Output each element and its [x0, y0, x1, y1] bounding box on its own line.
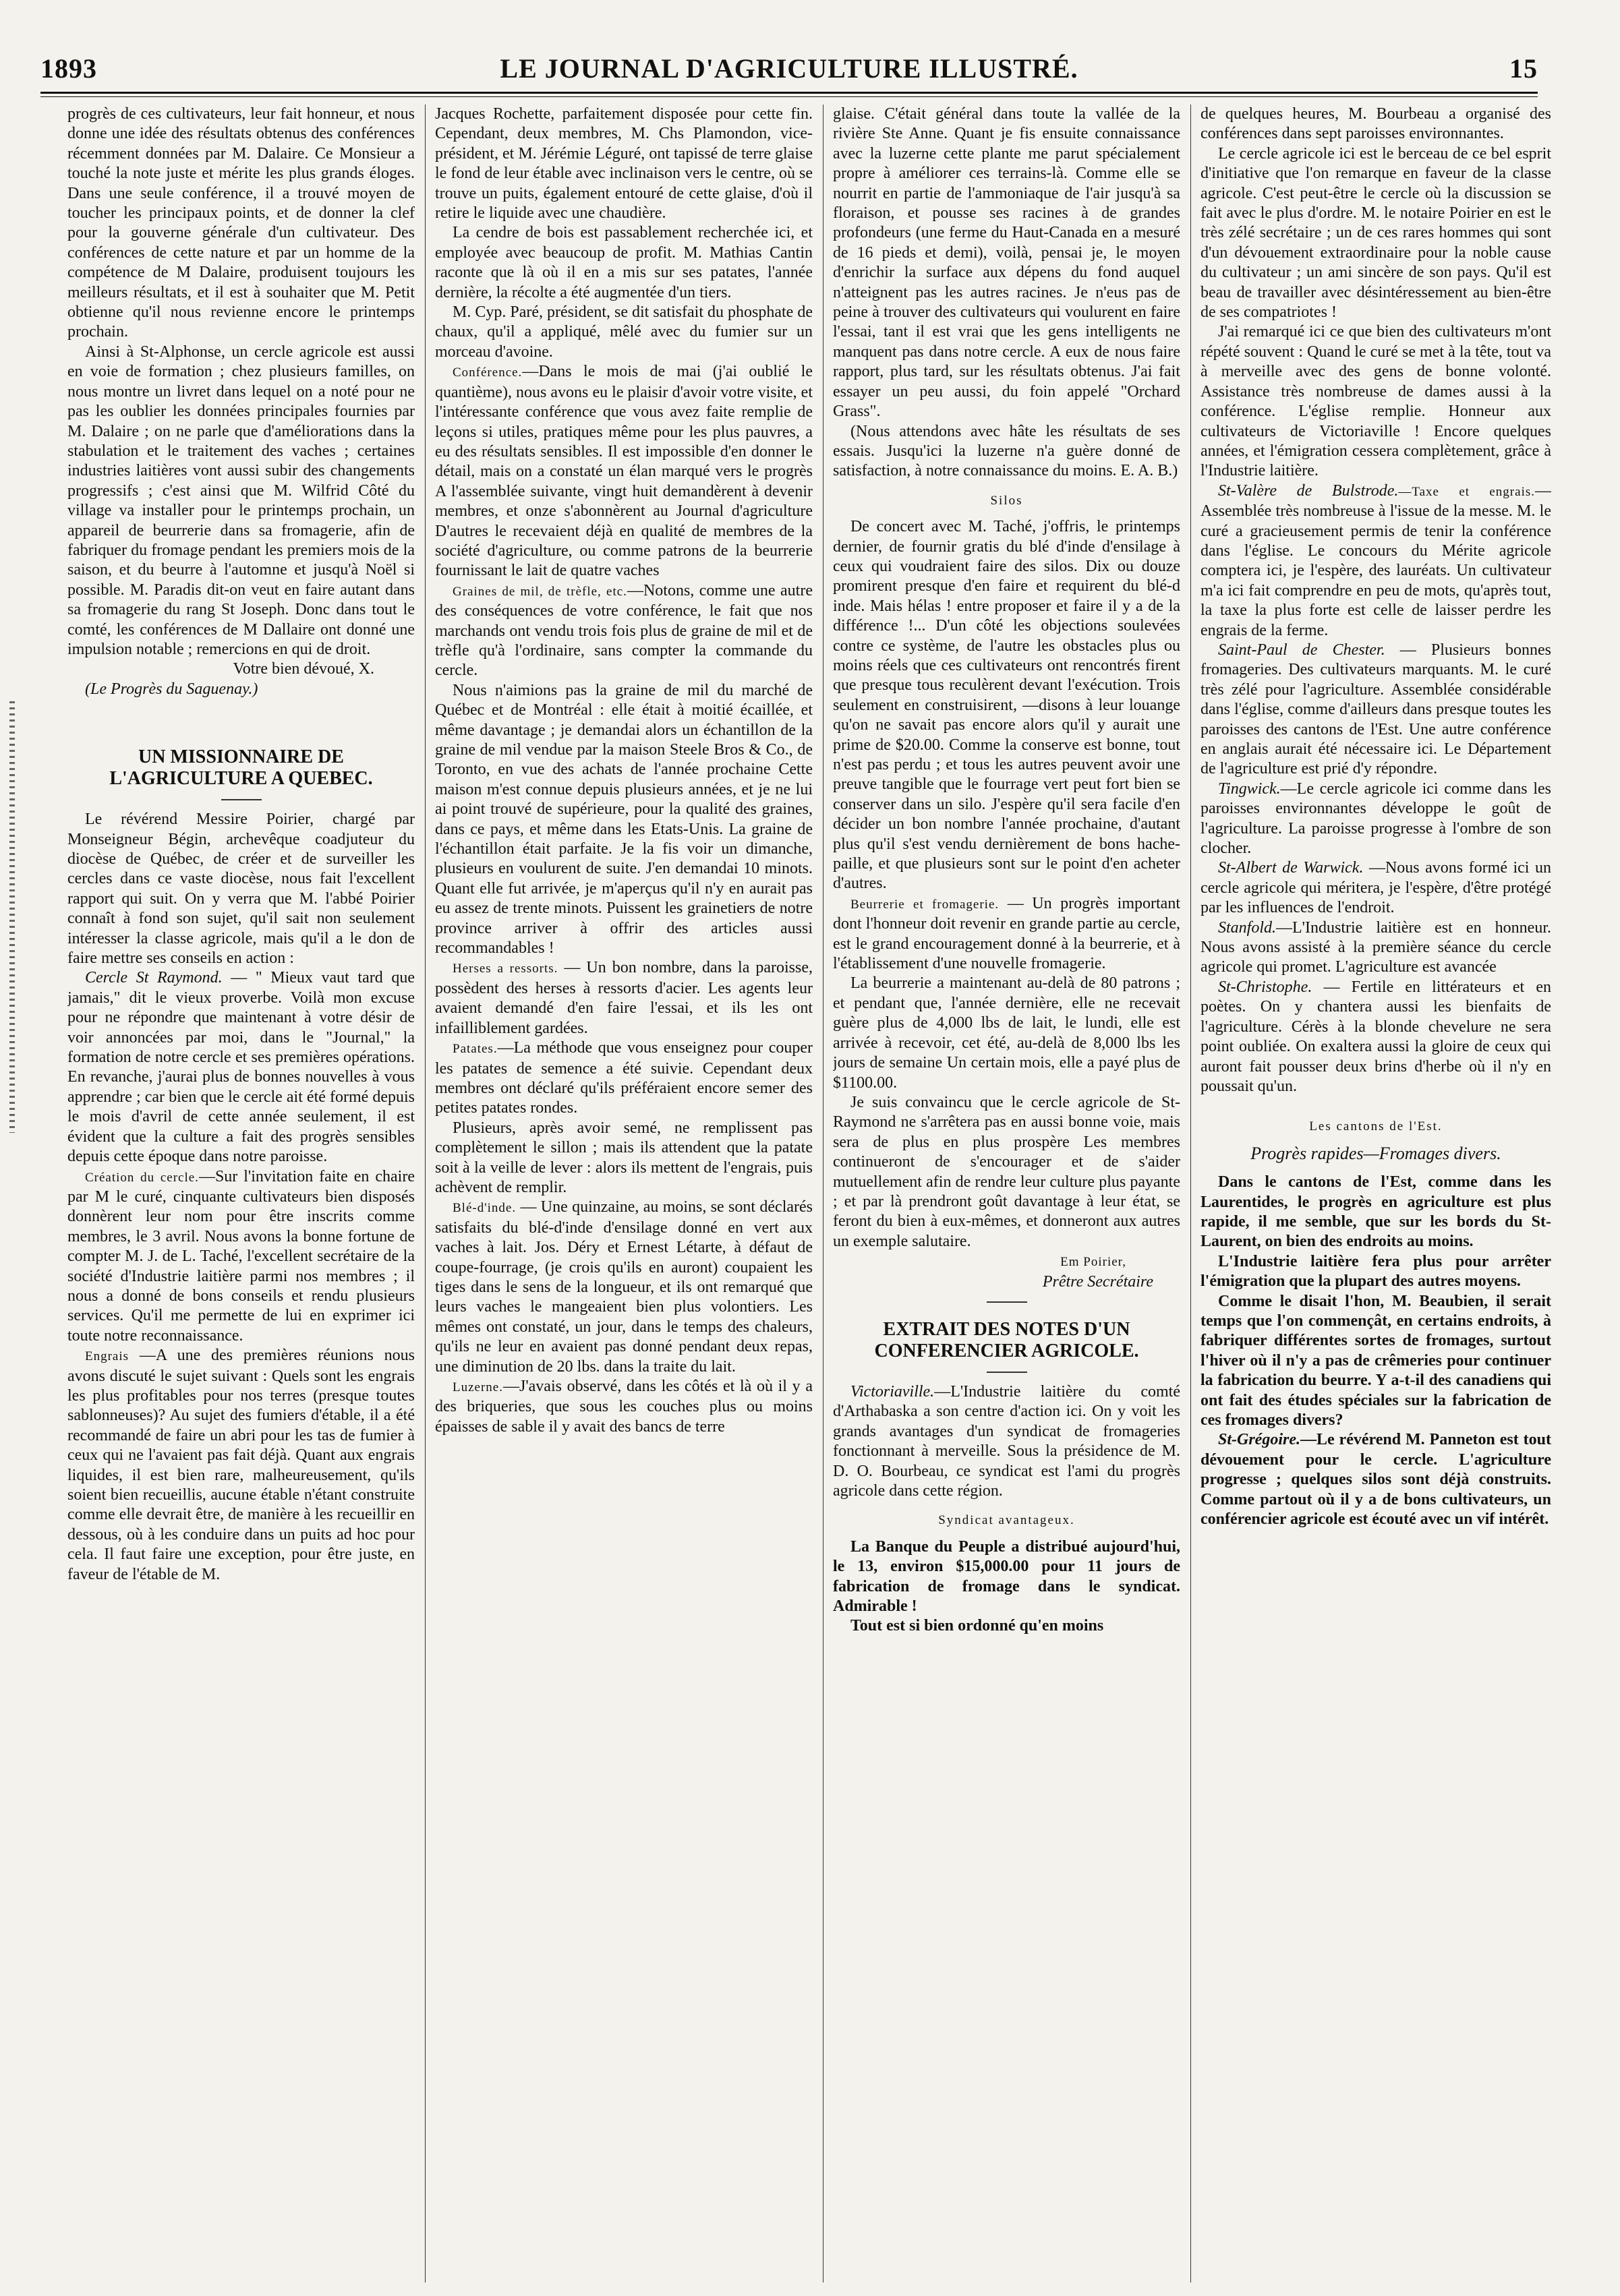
header-title: LE JOURNAL D'AGRICULTURE ILLUSTRÉ. — [500, 53, 1078, 84]
source-citation: (Le Progrès du Saguenay.) — [85, 680, 258, 698]
paragraph: De concert avec M. Taché, j'offris, le printemps dernier, de fournir gratis du blé d'inde d'ensilage à ceux qui voudraient faire des silos. Dix ou douze promirent presque d'en faire et requirent du blé-d inde. Mais hélas ! entre proposer et faire il y a de la différence !... D'un côté les objections soulevées contre ce système, de l'autre les obstacles plus ou moins réels que ces cultivateurs ont rencontrés firent que presque tous reculèrent devant l'exécution. Trois seulement en construisirent, —disons à leur louange qu'on ne savait pas encore alors qu'il y aurait une prime de $20.00. Comme la conserve est bonne, tout n'est pas perdu ; et tous les autres peuvent avoir une preuve tangible que le fourrage vert peut fort bien se conserver dans un silo. J'espère qu'il sera facile d'en décider un bon nombre l'année prochaine, d'autant plus qu'il s'est vendu dernièrement de bons hache-paille, et que plusieurs sont sur le point d'en acheter d'autres. — [833, 518, 1180, 893]
header-rule-thin — [40, 96, 1538, 97]
paragraph: glaise. C'était général dans toute la vallée de la rivière Ste Anne. Quant je fis ensuite connaissance avec la luzerne cette plante me parut spécialement propre à améliorer ces terrains-là. Comme elle se nourrit en partie de l'ammoniaque de l'air jusqu'à sa floraison, et pousse ses racines à de grandes profondeurs (une ferme du Haut-Canada en a mesuré de 16 pieds et demi), voilà, pensai je, le moyen d'enrichir la surface aux dépens du fond auquel n'atteignent pas les autres racines. Je n'eus pas de peine à trouver des cultivateurs qui voulurent en faire l'essai, tant il est vrai que les gens intelligents ne manquent pas dans notre cercle. A eux de nous faire rapport, plus tard, sur les résultats obtenus. J'ai fait essayer un peu aussi, du foin appelé "Orchard Grass". — [833, 105, 1180, 421]
paragraph: Conférence.—Dans le mois de mai (j'ai oublié le quantième), nous avons eu le plaisir d'avoir votre visite, et l'intéressante conférence que vous avez faite remplie de leçons si utiles, pratiques même pour les plus pauvres, a eu des résultats sensibles. Il est impossible d'en donner le détail, mais on a constaté un élan marqué vers le progrès A l'assemblée suivante, vingt huit demandèrent à devenir membres, et onze s'abonnèrent au Journal d'agriculture D'autres le recevaient déjà en qualité de membres de la société d'agriculture, ou comme patrons de la beurrerie fournissant le lait de quatre vaches — [435, 363, 813, 580]
paragraph: Dans le cantons de l'Est, comme dans les Laurentides, le progrès en agriculture est plus rapide, il me semble, que sur les bords du St-Laurent, on bien des endroits au moins. — [1200, 1173, 1551, 1251]
paragraph-label: Herses a ressorts. — [453, 962, 558, 976]
separator — [221, 799, 262, 800]
paragraph-label: Tingwick. — [1218, 779, 1281, 798]
paragraph: Tout est si bien ordonné qu'en moins — [850, 1617, 1104, 1635]
signature: Em Poirier, — [1060, 1255, 1126, 1270]
signature: Votre bien dévoué, X. — [233, 660, 374, 678]
header-page-number: 15 — [1509, 53, 1538, 84]
paragraph: Engrais —A une des premières réunions nous avons discuté le sujet suivant : Quels sont les engrais les plus profitables pour nos terres (presque toutes sablonneuses)? Au sujet des fumiers d'étable, il a été recommandé de faire un abri pour les tas de fumier à ceux qui ne l'avaient pas fait déjà. Quant aux engrais liquides, il est bien rare, malheureusement, qu'ils soient bien recueillis, aucune étable n'étant construite comme elle devrait être, de manière à les recueillir en dessous, où à les conduire dans un puits ad hoc pour cela. Il faut faire une exception, pour être juste, en faveur de l'étable de M. — [67, 1347, 415, 1583]
paragraph: Plusieurs, après avoir semé, ne remplissent pas complètement le sillon ; mais ils attendent que la patate soit à la veille de lever : alors ils mettent de l'engrais, puis achèvent de remplir. — [435, 1119, 813, 1196]
paragraph: Comme le disait l'hon, M. Beaubien, il serait temps que l'on commençât, en certains endroits, à fabriquer différentes sortes de fromages, surtout l'hiver où il n'y a pas de crêmeries pour continuer la fabrication du beurre. Y a-t-il des canadiens qui ont fait des études spéciales sur la fabrication de ces fromages divers? — [1200, 1292, 1551, 1429]
paragraph: Le cercle agricole ici est le berceau de ce bel esprit d'initiative que l'on remarque en faveur de la classe agricole. C'est peut-être le cercle où la discussion se fait avec le plus d'ordre. M. le notaire Poirier en est le très zélé secrétaire ; un de ces rares hommes qui sont d'un dévouement extraordinaire pour la noble cause du cultivateur ; un ami sincère de son pays. Qu'il est beau de travailler avec désintéressement au bien-être de ses compatriotes ! — [1200, 144, 1551, 322]
section-heading: Silos — [990, 493, 1023, 508]
paragraph-label: Conférence. — [453, 365, 523, 380]
section-heading: Les cantons de l'Est. — [1309, 1119, 1443, 1134]
paragraph-label: Graines de mil, de trèfle, etc. — [453, 584, 627, 599]
separator — [987, 1372, 1027, 1373]
column-4 — [1200, 105, 1551, 2279]
signature-title: Prêtre Secrétaire — [1042, 1272, 1153, 1291]
paragraph: St-Christophe. — Fertile en littérateurs et en poètes. On y chantera aussi les bienfaits de l'agriculture. Cérès à la blonde chevelure ne sera point oubliée. On exaltera aussi la gloire de ceux qui auront fait pousser deux brins d'herbe où il n'y en poussait qu'un. — [1200, 978, 1551, 1095]
column-1 — [67, 105, 415, 2279]
column-3 — [833, 105, 1180, 2279]
paragraph: Luzerne.—J'avais observé, dans les côtés et là où il y a des briqueries, que sous les couches plus ou moins épaisses de sable il y avait des bancs de terre — [435, 1378, 813, 1436]
paragraph: St-Grégoire.—Le révérend M. Panneton est tout dévouement pour le cercle. L'agriculture progresse ; quelques silos sont déjà construits. Comme partout où il y a de bons cultivateurs, un conférencier agricole est écouté avec un vif intérêt. — [1200, 1431, 1551, 1529]
paragraph-label: Engrais — [85, 1349, 129, 1364]
paragraph-label: Création du cercle. — [85, 1170, 199, 1185]
paragraph-label: Victoriaville. — [850, 1382, 935, 1401]
article-heading: UN MISSIONNAIRE DE L'AGRICULTURE A QUEBEC. — [109, 746, 373, 790]
paragraph: M. Cyp. Paré, président, se dit satisfait du phosphate de chaux, qu'il a appliqué, mêlé avec du fumier sur un morceau d'avoine. — [435, 303, 813, 361]
column-divider — [425, 105, 426, 2283]
paragraph-label: Luzerne. — [453, 1380, 503, 1394]
section-heading: Syndicat avantageux. — [938, 1513, 1075, 1528]
paragraph: La cendre de bois est passablement recherchée ici, et employée avec beaucoup de profit. M. Mathias Cantin raconte que là où il en a mis sur ses patates, l'année dernière, la récolte a été augmentée d'un tiers. — [435, 224, 813, 301]
paragraph: Je suis convaincu que le cercle agricole de St-Raymond ne s'arrêtera pas en aussi bonne voie, mais sera de plus en plus prospère Les membres continueront de s'encourager et de s'aider mutuellement afin de rendre leur culture plus payante ; et par là prendront goût davantage à leur état, se feront du bien à eux-mêmes, et donneront aux autres un exemple salutaire. — [833, 1093, 1180, 1250]
column-2 — [435, 105, 813, 2279]
paragraph: progrès de ces cultivateurs, leur fait honneur, et nous donne une idée des résultats obtenus des conférences récemment données par M. Dalaire. Ce Monsieur a touché la note juste et mérite les plus grands éloges. Dans une seule conférence, il a trouvé moyen de toucher les principaux points, et de donner la clef pour la gouverne générale d'un cultivateur. Des conférences de cette nature et par un homme de la compétence de M Dalaire, produisent toujours les meilleurs résultats, et il est à souhaiter que M. Petit obtienne qu'il nous revienne encore le printemps prochain. — [67, 105, 415, 341]
paragraph-label: Blé-d'inde. — [453, 1201, 517, 1216]
paragraph: Victoriaville.—L'Industrie laitière du comté d'Arthabaska a son centre d'action ici. On y voit les grands avantages d'un syndicat de fromageries fonctionnant à merveille. Sous la présidence de M. D. O. Bourbeau, ce syndicat est l'ami du progrès agricole dans cette région. — [833, 1382, 1180, 1500]
paragraph: Le révérend Messire Poirier, chargé par Monseigneur Bégin, archevêque coadjuteur du diocèse de Québec, de créer et de surveiller les cercles dans ce vaste diocèse, nous fait l'excellent rapport qui suit. On y verra que M. l'abbé Poirier connaît à fond son sujet, qu'il sait non seulement intéresser la classe agricole, mais qu'il a le don de faire mettre ses conseils en action : — [67, 811, 415, 968]
paragraph: Saint-Paul de Chester. — Plusieurs bonnes fromageries. Des cultivateurs marquants. M. le curé très zélé pour l'agriculture. Assemblée considérable dans l'église, comme d'ailleurs dans presque toutes les paroisses des cantons de l'Est. Une autre conférence en anglais aurait été nécessaire ici. Le Département de l'agriculture est prié d'y répondre. — [1200, 641, 1551, 778]
paragraph: Patates.—La méthode que vous enseignez pour couper les patates de semence a été suivie. Cependant deux membres ont déclaré qu'ils préféraient encore semer des petites patates rondes. — [435, 1039, 813, 1117]
paragraph-label: Beurrerie et fromagerie. — [850, 897, 1000, 912]
separator — [987, 1301, 1027, 1303]
paragraph-label: Patates. — [453, 1042, 498, 1057]
article-heading: EXTRAIT DES NOTES D'UN CONFERENCIER AGRICOLE. — [874, 1318, 1139, 1361]
paragraph: La beurrerie a maintenant au-delà de 80 patrons ; et pendant que, l'année dernière, elle ne recevait guère plus de 4,000 lbs de lait, le lundi, elle est arrivée à recevoir, cet été, au-delà de 8,000 lbs les jours de semaine Un certain mois, elle a payé plus de $1100.00. — [833, 974, 1180, 1092]
paragraph-label: St-Albert de Warwick. — [1218, 859, 1364, 877]
paragraph-label: Saint-Paul de Chester. — [1218, 641, 1385, 659]
binding-edge — [9, 701, 15, 1133]
header-rule — [40, 92, 1538, 94]
paragraph: Graines de mil, de trèfle, etc.—Notons, comme une autre des conséquences de votre conférence, le fait que nos marchands ont vendu trois fois plus de graine de mil et de trèfle qu'à l'ordinaire, sans compter la commande du cercle. — [435, 581, 813, 680]
paragraph: Tingwick.—Le cercle agricole ici comme dans les paroisses environnantes développe le goût de l'agriculture. La paroisse progresse à l'ombre de son clocher. — [1200, 779, 1551, 858]
paragraph: St-Albert de Warwick. —Nous avons formé ici un cercle agricole qui méritera, je l'espère, d'être protégé par les influences de l'endroit. — [1200, 859, 1551, 917]
paragraph: Stanfold.—L'Industrie laitière est en honneur. Nous avons assisté à la première séance du cercle agricole qui promet. L'agriculture est avancée — [1200, 918, 1551, 976]
paragraph: Cercle St Raymond. — " Mieux vaut tard que jamais," dit le vieux proverbe. Voilà mon excuse pour ne répondre que maintenant à votre désir de voir annoncées par moi, dans le "Journal," la formation de notre cercle et ses premières opérations. En revanche, j'aurai plus de bonnes nouvelles à vous apprendre ; car bien que le cercle ait été formé depuis le mois d'avril de cette année seulement, il est évident que la culture a fait des progrès sensibles depuis cette époque dans notre paroisse. — [67, 969, 415, 1166]
paragraph: Création du cercle.—Sur l'invitation faite en chaire par M le curé, cinquante cultivateurs bien disposés donnèrent leur nom pour être inscrits comme membres, le 3 avril. Nous avons la bonne fortune de compter M. J. de L. Taché, l'excellent secrétaire de la société d'Industrie laitière parmi nos membres ; il nous a donné de bons conseils et rendu plusieurs services. Qu'il me permette de lui en exprimer ici toute notre reconnaissance. — [67, 1167, 415, 1345]
paragraph: St-Valère de Bulstrode.—Taxe et engrais.—Assemblée très nombreuse à l'issue de la messe. M. le curé a gracieusement permis de tenir la conférence dans l'église. Le concours du Mérite agricole comptera ici, je l'espère, des lauréats. Un cultivateur m'a ici fait comprendre en peu de mots, qu'après tout, la taxe la plus forte est celle de laisser perdre les engrais de la ferme. — [1200, 481, 1551, 639]
paragraph: Blé-d'inde. — Une quinzaine, au moins, se sont déclarés satisfaits du blé-d'inde d'ensilage donné en vert aux vaches à lait. Jos. Déry et Ernest Létarte, à défaut de coupe-fourrage, (je crois qu'ils en auront) coupaient les tiges dans le sens de la longueur, et ils ont remarqué que leurs vaches le mangeaient bien plus volontiers. Les mêmes ont constaté, un jour, dans le temps des chaleurs, qu'ils ne leur en avaient pas donné pendant deux repas, une diminution de 20 lbs. dans la traite du lait. — [435, 1198, 813, 1376]
paragraph-label: St-Christophe. — [1218, 978, 1312, 996]
paragraph: de quelques heures, M. Bourbeau a organisé des conférences dans sept paroisses environnantes. — [1200, 105, 1551, 143]
section-subheading: Progrès rapides—Fromages divers. — [1250, 1143, 1501, 1163]
paragraph: (Nous attendons avec hâte les résultats de ses essais. Jusqu'ici la luzerne n'a guère donné de satisfaction, à notre connaissance du moins. E. A. B.) — [833, 422, 1180, 480]
paragraph-label: Stanfold. — [1218, 918, 1277, 937]
paragraph-label: St-Grégoire. — [1218, 1431, 1300, 1449]
paragraph: La Banque du Peuple a distribué aujourd'hui, le 13, environ $15,000.00 pour 11 jours de fabrication de fromage dans le syndicat. Admirable ! — [833, 1537, 1180, 1616]
paragraph-label: St-Valère de Bulstrode. — [1218, 481, 1399, 500]
paragraph: L'Industrie laitière fera plus pour arrêter l'émigration que la plupart des autres moyens. — [1200, 1252, 1551, 1291]
header-year: 1893 — [40, 53, 97, 84]
paragraph: Ainsi à St-Alphonse, un cercle agricole est aussi en voie de formation ; chez plusieurs familles, on nous montre un livret dans lequel on a noté pour ne pas les oublier les données principales fournies par M. Dalaire ; on ne parle que d'améliorations dans la stabulation et le traitement des vaches ; certaines industries laitières vont aussi subir des changements progressifs ; c'est ainsi que M. Wilfrid Côté du village va installer pour le printemps prochain, un appareil de beurrerie dans sa fromagerie, afin de fabriquer du fromage pendant les premiers mois de la saison, et du beurre à l'automne et jusqu'à Noël si possible. M. Paradis dit-on veut en faire autant dans sa fromagerie du rang St Joseph. Donc dans tout le comté, les conférences de M Dallaire ont donné une impulsion notable ; remercions en qui de droit. — [67, 343, 415, 658]
paragraph-label: Cercle St Raymond. — [85, 969, 223, 987]
column-divider — [1190, 105, 1191, 2283]
paragraph: Beurrerie et fromagerie. — Un progrès important dont l'honneur doit revenir en grande partie au cercle, est le grand encouragement donné à la beurrerie, et à l'établissement d'une nouvelle fromagerie. — [833, 894, 1180, 973]
paragraph: Herses a ressorts. — Un bon nombre, dans la paroisse, possèdent des herses à ressorts d'acier. Les agents leur avaient demandé d'en faire l'essai, et ils les ont infailliblement gardées. — [435, 959, 813, 1037]
paragraph: Nous n'aimions pas la graine de mil du marché de Québec et de Montréal : elle était à moitié écaillée, et même davantage ; je demandai alors un échantillon de la graine de mil vendue par la maison Steele Bros & Co., de Toronto, en vue des achats de l'année prochaine Cette maison m'est connue depuis plusieurs années, et je ne lui ai point trouvé de supérieure, pour la qualité des graines, dans ce pays, et même dans les Etats-Unis. La graine de l'échantillon était parfaite. Je la fis voir un dimanche, plusieurs en voulurent de suite. J'en demandai 10 minots. Quant elle fut arrivée, je m'aperçus qu'il n'y en aurait pas eu assez de trente minots. Puissent les grainetiers de notre province arriver à offrir des articles aussi recommandables ! — [435, 681, 813, 958]
paragraph: J'ai remarqué ici ce que bien des cultivateurs m'ont répété souvent : Quand le curé se met à la tête, tout va à merveille avec des gens de bonne volonté. Assistance très nombreuse de dames aussi à la conférence. L'église remplie. Honneur aux cultivateurs de Victoriaville ! Encore quelques années, et l'émigration cessera complètement, grâce à l'Industrie laitière. — [1200, 323, 1551, 480]
paragraph: Jacques Rochette, parfaitement disposée pour cette fin. Cependant, deux membres, M. Chs Plamondon, vice-président, et M. Jérémie Léguré, ont tapissé de terre glaise le fond de leur étable avec inclinaison vers le centre, où se trouve un puits, également entouré de cette glaise, d'où il retire le liquide avec une chaudière. — [435, 105, 813, 223]
